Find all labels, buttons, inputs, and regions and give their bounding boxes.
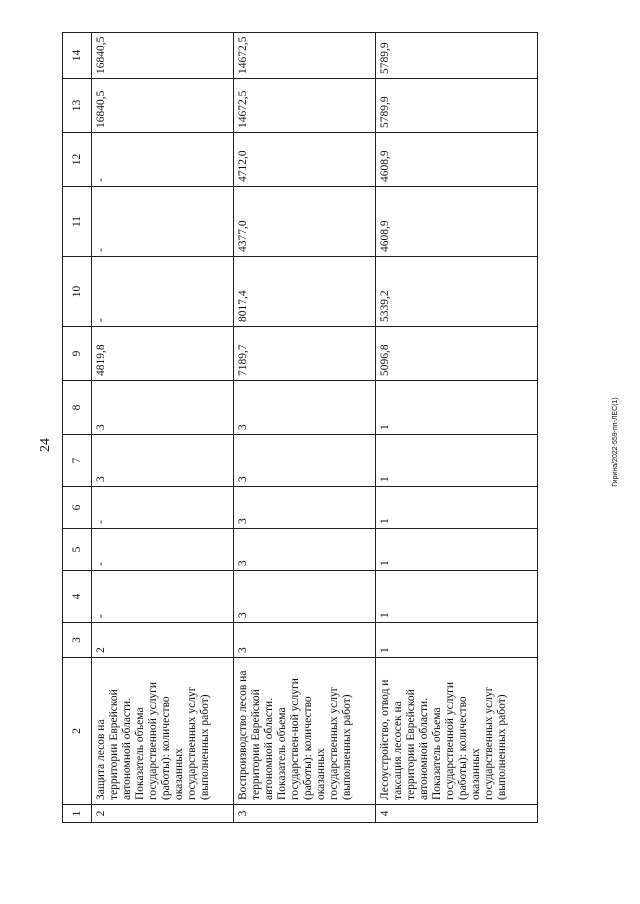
row-number-cell: 3 (234, 805, 376, 823)
table-row (376, 33, 538, 823)
table-cell: 5789,9 (376, 79, 538, 133)
budget-table (62, 32, 538, 823)
row-number-cell: 2 (92, 805, 234, 823)
table-container (62, 33, 532, 823)
table-row (92, 33, 234, 823)
header-cell-1: 1 (63, 805, 92, 823)
description-cell: Воспроизводство лесов на территории Еврейской автономной области. Показатель объема государствен-ной услуги (работы): количество оказанных государственных услуг (выполненных работ) (234, 658, 376, 805)
header-cell-3: 3 (63, 623, 92, 658)
table-cell: 3 (234, 571, 376, 623)
table-cell: 1 (376, 487, 538, 529)
table-cell: 3 (234, 623, 376, 658)
header-cell-6: 6 (63, 487, 92, 529)
table-cell: 14672,5 (234, 79, 376, 133)
table-cell: 1 (376, 571, 538, 623)
table-cell: 3 (234, 435, 376, 487)
table-cell: 5339,2 (376, 257, 538, 327)
table-cell: 5789,9 (376, 33, 538, 79)
table-cell: 1 (376, 435, 538, 487)
header-cell-12: 12 (63, 133, 92, 187)
header-cell-13: 13 (63, 79, 92, 133)
table-cell: 1 (376, 529, 538, 571)
table-cell: 4608,9 (376, 133, 538, 187)
header-row (63, 33, 92, 823)
table-cell: 4712,0 (234, 133, 376, 187)
header-cell-5: 5 (63, 529, 92, 571)
description-cell: Лесоустройство, отвод и таксация лесосек на территории Еврейской автономной области. Показатель объема государственной услуги (работы): количество оказанных государственных услуг (выполненных работ) (376, 658, 538, 805)
table-cell: 3 (234, 529, 376, 571)
table-cell: 16840,5 (92, 33, 234, 79)
header-cell-10: 10 (63, 257, 92, 327)
description-cell: Защита лесов на территории Еврейской автономной области. Показатель объема государственной услуги (работы): количество оказанных государственных услуг (выполненных работ) (92, 658, 234, 805)
rotated-table-frame (62, 33, 532, 823)
table-cell: 7189,7 (234, 327, 376, 381)
table-cell: - (92, 257, 234, 327)
table-cell: 2 (92, 623, 234, 658)
table-cell: 8017,4 (234, 257, 376, 327)
table-cell: 1 (376, 623, 538, 658)
header-cell-8: 8 (63, 381, 92, 435)
table-cell: - (92, 187, 234, 257)
table-cell: - (92, 487, 234, 529)
table-cell: 3 (92, 381, 234, 435)
header-cell-7: 7 (63, 435, 92, 487)
table-cell: - (92, 571, 234, 623)
header-cell-11: 11 (63, 187, 92, 257)
table-cell: 3 (234, 381, 376, 435)
header-cell-14: 14 (63, 33, 92, 79)
table-cell: 1 (376, 381, 538, 435)
table-cell: 3 (92, 435, 234, 487)
table-cell: 14672,5 (234, 33, 376, 79)
header-cell-2: 2 (63, 658, 92, 805)
table-cell: 4819,8 (92, 327, 234, 381)
table-cell: - (92, 529, 234, 571)
header-cell-4: 4 (63, 571, 92, 623)
table-cell: 3 (234, 487, 376, 529)
row-number-cell: 4 (376, 805, 538, 823)
table-cell: 16840,5 (92, 79, 234, 133)
table-cell: 4608,9 (376, 187, 538, 257)
table-cell: 4377,0 (234, 187, 376, 257)
document-code: Гирина/2022-559-пп-ЛЕС(1) (612, 397, 619, 487)
page-number: 24 (38, 438, 53, 452)
table-row (234, 33, 376, 823)
table-cell: 5096,8 (376, 327, 538, 381)
table-cell: - (92, 133, 234, 187)
header-cell-9: 9 (63, 327, 92, 381)
